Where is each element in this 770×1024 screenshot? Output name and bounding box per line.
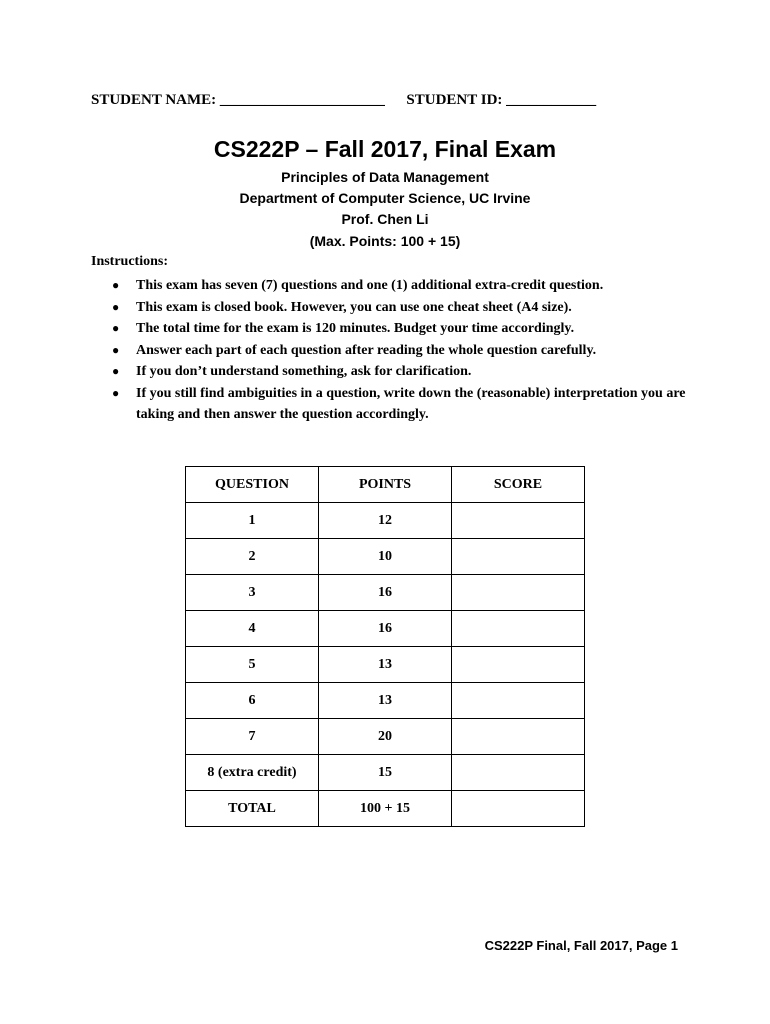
student-name-label: STUDENT NAME:	[91, 92, 217, 108]
table-row	[186, 503, 585, 539]
score-cell[interactable]	[452, 539, 585, 575]
student-name-field: ______________________	[219, 92, 385, 108]
max-points: (Max. Points: 100 + 15)	[309, 233, 461, 249]
column-header-points: POINTS	[319, 467, 452, 503]
column-header-question: QUESTION	[186, 467, 319, 503]
table-row	[186, 647, 585, 683]
points-cell: 16	[319, 611, 452, 647]
table-row	[186, 539, 585, 575]
instruction-item: ● This exam has seven (7) questions and one (1) additional extra-credit question.	[110, 275, 700, 297]
column-header-score: SCORE	[452, 467, 585, 503]
bullet-icon: ●	[112, 342, 120, 357]
table-row	[186, 755, 585, 791]
instruction-item: ● Answer each part of each question after reading the whole question carefully.	[110, 340, 700, 362]
table-header-row	[186, 467, 585, 503]
score-cell[interactable]	[452, 719, 585, 755]
question-cell: 4	[186, 611, 319, 647]
table-row	[186, 611, 585, 647]
instruction-item: ● This exam is closed book. However, you can use one cheat sheet (A4 size).	[110, 297, 700, 319]
exam-title: CS222P – Fall 2017, Final Exam	[213, 136, 557, 162]
points-cell: 15	[319, 755, 452, 791]
points-cell: 13	[319, 683, 452, 719]
course-name: Principles of Data Management	[281, 169, 489, 185]
instruction-item: ● If you don’t understand something, ask for clarification.	[110, 361, 700, 383]
bullet-icon: ●	[112, 321, 120, 335]
score-cell[interactable]	[452, 575, 585, 611]
question-cell: TOTAL	[186, 791, 319, 827]
instructions-heading: Instructions:	[91, 254, 169, 269]
points-cell: 100 + 15	[319, 791, 452, 827]
student-id-label: STUDENT ID:	[406, 92, 503, 108]
score-cell[interactable]	[452, 683, 585, 719]
bullet-icon: ●	[112, 299, 120, 314]
table-row	[186, 575, 585, 611]
bullet-icon: ●	[112, 278, 120, 292]
question-cell: 3	[186, 575, 319, 611]
question-cell: 5	[186, 647, 319, 683]
question-cell: 8 (extra credit)	[186, 755, 319, 791]
points-cell: 10	[319, 539, 452, 575]
bullet-icon: ●	[112, 385, 120, 400]
instructions-list	[110, 275, 700, 426]
professor-name: Prof. Chen Li	[341, 211, 429, 227]
table-row-total	[186, 791, 585, 827]
instruction-item: ● The total time for the exam is 120 minutes. Budget your time accordingly.	[110, 318, 700, 340]
question-cell: 6	[186, 683, 319, 719]
page-footer: CS222P Final, Fall 2017, Page 1	[484, 938, 678, 953]
score-cell[interactable]	[452, 755, 585, 791]
score-table	[185, 466, 585, 827]
score-cell[interactable]	[452, 647, 585, 683]
score-cell[interactable]	[452, 503, 585, 539]
instruction-item: ● If you still find ambiguities in a question, write down the (reasonable) interpretation you are taking and then answer the question accordingly.	[110, 383, 700, 426]
student-id-field: ____________	[506, 92, 597, 108]
bullet-icon: ●	[112, 364, 120, 378]
question-cell: 7	[186, 719, 319, 755]
score-cell[interactable]	[452, 791, 585, 827]
points-cell: 20	[319, 719, 452, 755]
student-info-line	[91, 92, 596, 109]
department-name: Department of Computer Science, UC Irvine	[239, 190, 531, 206]
question-cell: 2	[186, 539, 319, 575]
table-row	[186, 683, 585, 719]
points-cell: 13	[319, 647, 452, 683]
table-row	[186, 719, 585, 755]
points-cell: 16	[319, 575, 452, 611]
score-cell[interactable]	[452, 611, 585, 647]
points-cell: 12	[319, 503, 452, 539]
question-cell: 1	[186, 503, 319, 539]
